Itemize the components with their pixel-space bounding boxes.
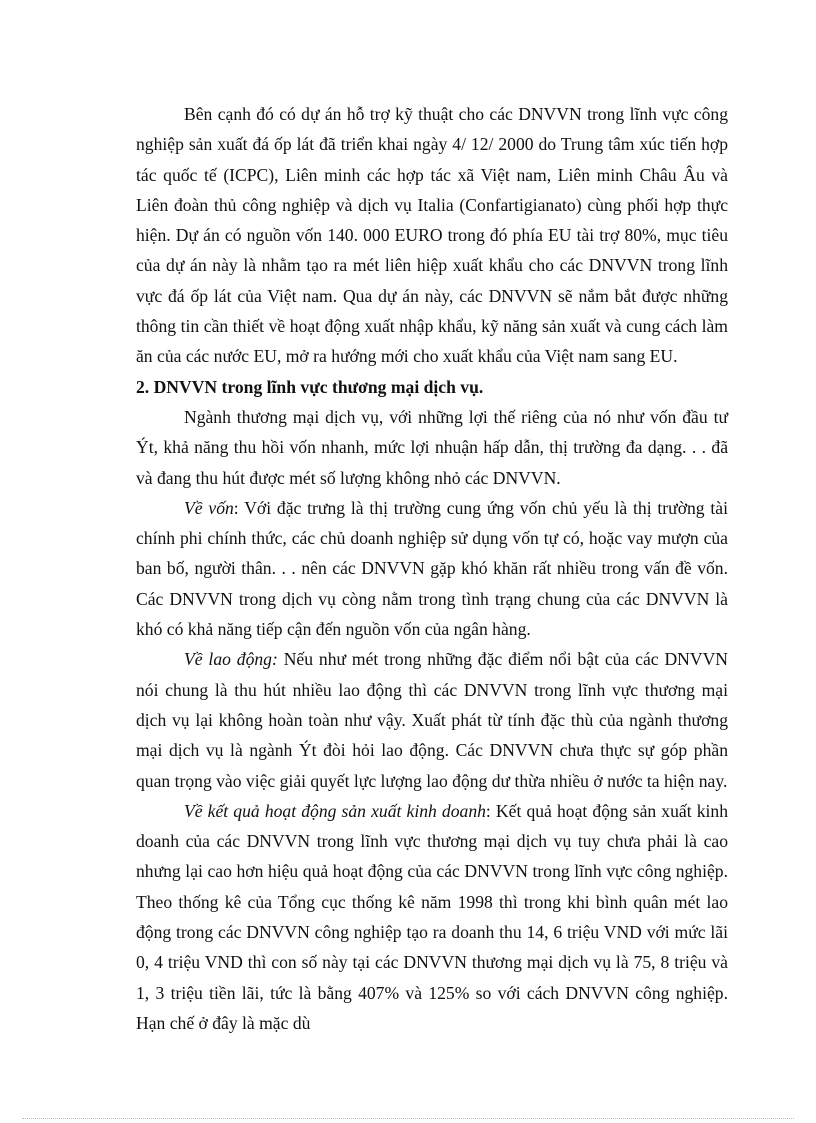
paragraph-text: : Kết quả hoạt động sản xuất kinh doanh của các DNVVN trong lĩnh vực thương mại dịch vụ tuy chưa phải là cao nhưng lại cao hơn hiệu quả hoạt động của các DNVVN trong lĩnh vực công nghiệp. Theo thống kê của Tổng cục thống kê năm 1998 thì trong khi bình quân mét lao động trong các DNVVN công nghiệp tạo ra doanh thu 14, 6 triệu VND với mức lãi 0, 4 triệu VND thì con số này tại các DNVVN thương mại dịch vụ là 75, 8 triệu và 1, 3 triệu tiền lãi, tức là bằng 407% và 125% so với cách DNVVN công nghiệp. Hạn chế ở đây là mặc dù [136,800,728,1033]
paragraph-lead-italic: Về vốn [184,497,234,518]
paragraph-labor [136,644,728,795]
paragraph-text: : Với đặc trưng là thị trường cung ứng vốn chủ yếu là thị trường tài chính phi chính thức, các chủ doanh nghiệp sử dụng vốn tự có, hoặc vay mượn của ban bố, người thân. . . nên các DNVVN gặp khó khăn rất nhiều trong vấn đề vốn. Các DNVVN trong dịch vụ còng nằm trong tình trạng chung của các DNVVN là khó có khả năng tiếp cận đến nguồn vốn của ngân hàng. [136,497,729,640]
section-heading: 2. DNVVN trong lĩnh vực thương mại dịch vụ. [136,376,484,397]
paragraph-eu-project [136,99,728,372]
footer-dotted-rule [22,1118,794,1119]
paragraph-lead-italic: Về kết quả hoạt động sản xuất kinh doanh [184,800,486,821]
paragraph-text: Ngành thương mại dịch vụ, với những lợi thế riêng của nó như vốn đầu tư Ýt, khả năng thu hồi vốn nhanh, mức lợi nhuận hấp dẫn, thị trường đa dạng. . . đã và đang thu hút được mét số lượng không nhỏ các DNVVN. [136,406,728,488]
paragraph-capital [136,493,728,644]
document-body [136,99,728,1038]
paragraph-text: Nếu như mét trong những đặc điểm nổi bật của các DNVVN nói chung là thu hút nhiều lao động thì các DNVVN trong lĩnh vực thương mại dịch vụ lại không hoàn toàn như vậy. Xuất phát từ tính đặc thù của ngành thương mại dịch vụ là ngành Ýt đòi hỏi lao động. Các DNVVN chưa thực sự góp phần quan trọng vào việc giải quyết lực lượng lao động dư thừa nhiều ở nước ta hiện nay. [136,649,728,791]
paragraph-lead-italic: Về lao động: [184,649,278,670]
paragraph-trade-services-intro [136,402,728,493]
paragraph-business-results [136,796,728,1038]
paragraph-text: Bên cạnh đó có dự án hỗ trợ kỹ thuật cho các DNVVN trong lĩnh vực công nghiệp sản xuất đá ốp lát đã triển khai ngày 4/ 12/ 2000 do Trung tâm xúc tiến hợp tác quốc tế (ICPC), Liên minh các hợp tác xã Việt nam, Liên minh Châu Âu và Liên đoàn thủ công nghiệp và dịch vụ Italia (Confartigianato) cùng phối hợp thực hiện. Dự án có nguồn vốn 140. 000 EURO trong đó phía EU tài trợ 80%, mục tiêu của dự án này là nhằm tạo ra mét liên hiệp xuất khẩu cho các DNVVN trong lĩnh vực đá ốp lát của Việt nam. Qua dự án này, các DNVVN sẽ nắm bắt được những thông tin cần thiết về hoạt động xuất nhập khẩu, kỹ năng sản xuất và cung cách làm ăn của các nước EU, mở ra hướng mới cho xuất khẩu của Việt nam sang EU. [136,104,728,367]
